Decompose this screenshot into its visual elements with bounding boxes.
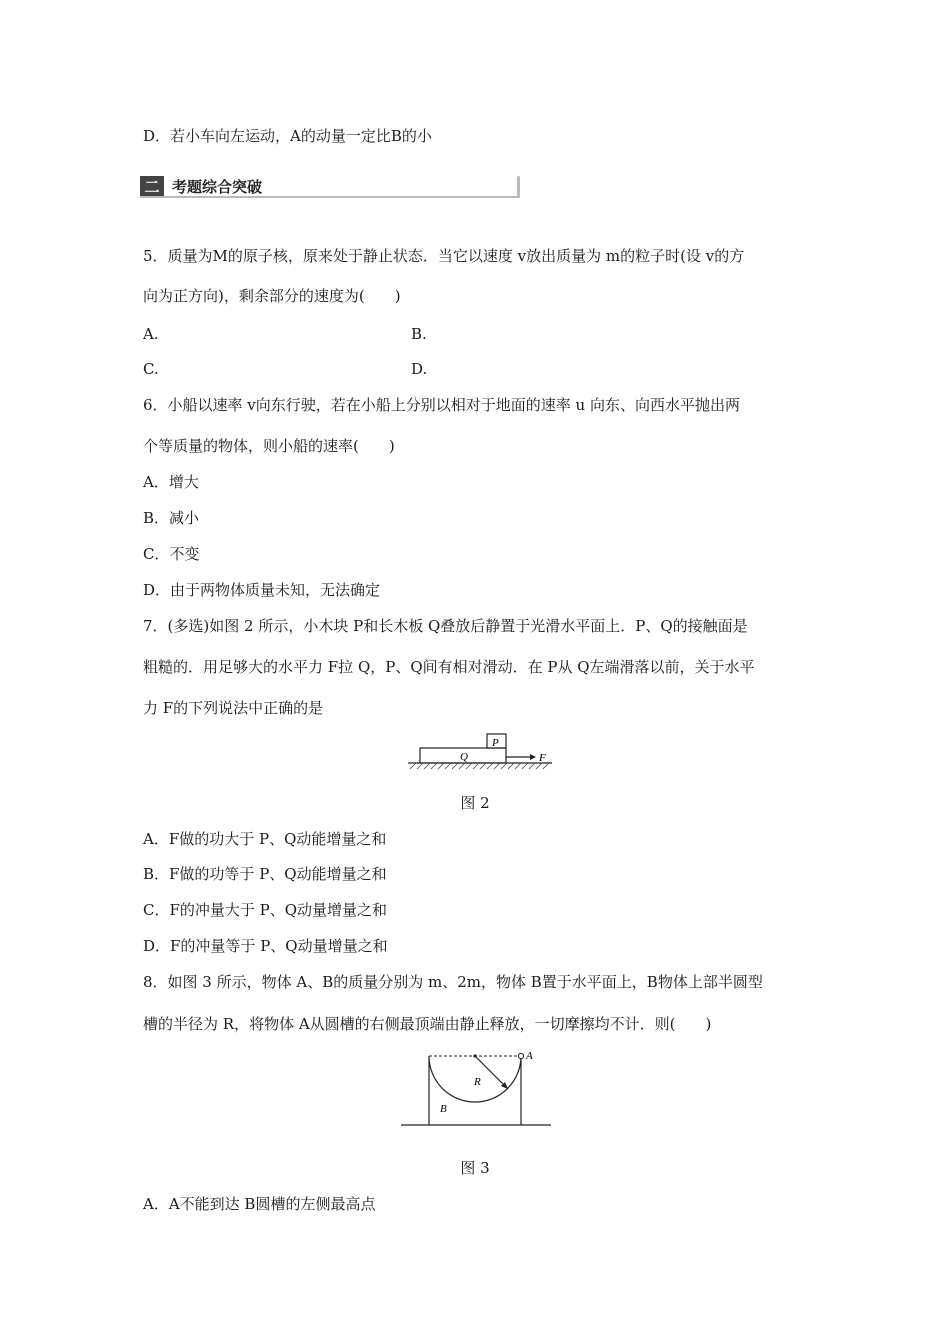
force-arrowhead bbox=[530, 754, 536, 760]
q7-stem-line1: 7．(多选)如图 2 所示，小木块 P和长木板 Q叠放后静置于光滑水平面上．P、Q的接触面是 bbox=[143, 617, 748, 635]
label-b: B bbox=[440, 1103, 447, 1115]
q6-stem-line1: 6．小船以速率 v向东行驶，若在小船上分别以相对于地面的速率 u 向东、向西水平抛出两 bbox=[143, 396, 740, 414]
figure-3 bbox=[395, 1046, 560, 1131]
section-header bbox=[140, 176, 520, 198]
label-r: R bbox=[474, 1076, 481, 1088]
q6-option-a: A．增大 bbox=[143, 473, 199, 491]
q5-stem-line2: 向为正方向)，剩余部分的速度为( ) bbox=[143, 287, 401, 305]
label-f: F bbox=[539, 752, 546, 764]
ground-hatch bbox=[410, 763, 549, 769]
figure-2-caption: 图 2 bbox=[460, 794, 490, 812]
q7-stem-line3: 力 F的下列说法中正确的是 bbox=[143, 699, 324, 717]
q5-option-d: D. bbox=[411, 360, 428, 378]
q7-option-a: A．F做的功大于 P、Q动能增量之和 bbox=[143, 830, 387, 848]
figure-3-caption: 图 3 bbox=[460, 1159, 490, 1177]
section-rule-cap bbox=[517, 176, 520, 198]
section-rule bbox=[140, 196, 520, 198]
q8-option-a: A．A不能到达 B圆槽的左侧最高点 bbox=[143, 1195, 376, 1213]
q7-option-b: B．F做的功等于 P、Q动能增量之和 bbox=[143, 865, 387, 883]
previous-option-d: D．若小车向左运动，A的动量一定比B的小 bbox=[143, 127, 432, 145]
q6-option-d: D．由于两物体质量未知，无法确定 bbox=[143, 581, 381, 599]
q7-option-d: D．F的冲量等于 P、Q动量增量之和 bbox=[143, 937, 388, 955]
q8-stem-line2: 槽的半径为 R，将物体 A从圆槽的右侧最顶端由静止释放，一切摩擦均不计．则( ) bbox=[143, 1015, 712, 1033]
q6-stem-line2: 个等质量的物体，则小船的速率( ) bbox=[143, 437, 395, 455]
section-title: 考题综合突破 bbox=[172, 178, 263, 196]
q8-stem-line1: 8．如图 3 所示，物体 A、B的质量分别为 m、2m，物体 B置于水平面上，B物体上部半圆型 bbox=[143, 973, 763, 991]
ball-a bbox=[518, 1053, 523, 1058]
q6-option-b: B．减小 bbox=[143, 509, 200, 527]
figure-2 bbox=[400, 728, 560, 776]
q5-option-c: C. bbox=[143, 360, 159, 378]
label-q: Q bbox=[460, 751, 468, 763]
label-a: A bbox=[526, 1050, 533, 1062]
q6-option-c: C．不变 bbox=[143, 545, 200, 563]
q5-stem-line1: 5．质量为M的原子核，原来处于静止状态．当它以速度 v放出质量为 m的粒子时(设 v的方 bbox=[143, 247, 745, 265]
section-number: 二 bbox=[140, 176, 164, 198]
q5-option-a: A. bbox=[143, 325, 159, 343]
q7-stem-line2: 粗糙的．用足够大的水平力 F拉 Q，P、Q间有相对滑动．在 P从 Q左端滑落以前，关于水平 bbox=[143, 658, 755, 676]
q5-option-b: B. bbox=[411, 325, 427, 343]
q7-option-c: C．F的冲量大于 P、Q动量增量之和 bbox=[143, 901, 388, 919]
label-p: P bbox=[492, 737, 499, 749]
